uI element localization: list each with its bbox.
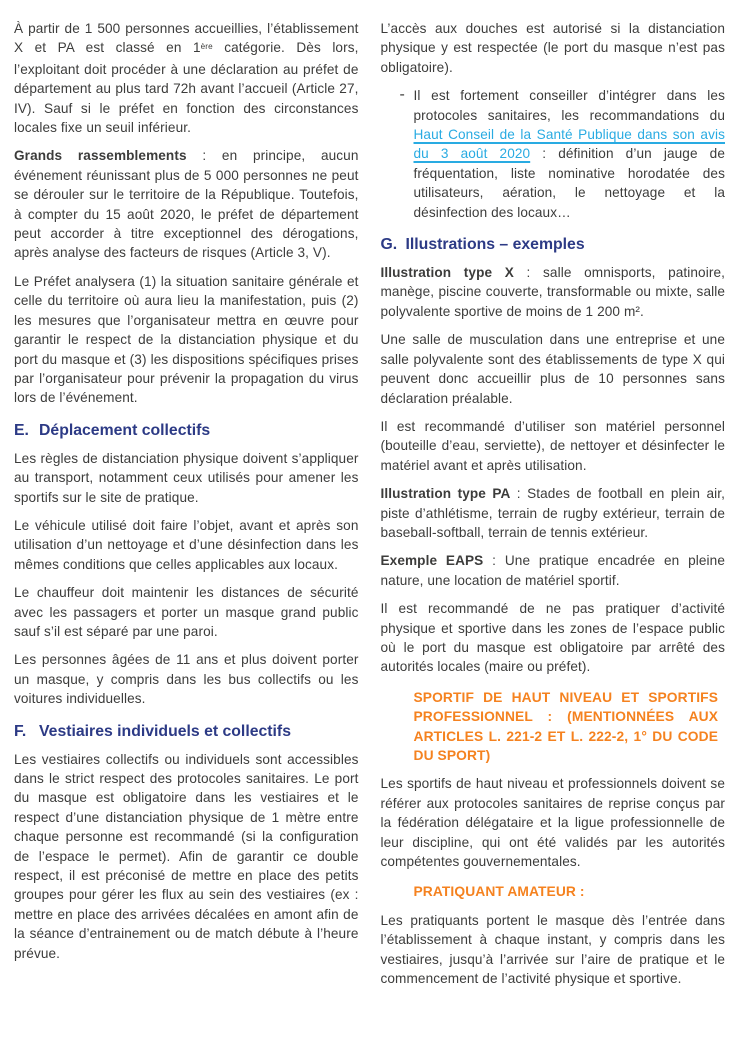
text-run: Il est recommandé d’utiliser son matériel personnel (bouteille d’eau, serviette), de nettoyer et désinfecter le matériel avant et après utilisation. bbox=[380, 418, 725, 473]
text-run: catégorie. Dès lors, l’exploitant doit procéder à une déclaration au préfet de département au plus tard 72h avant l’accueil (Article 27, IV). Sauf si le préfet en fonction des circonstances locales fixe un seuil inférieur. bbox=[14, 40, 359, 136]
text-run: À partir de 1 500 personnes accueillies, l’établissement X et PA est classé en 1 bbox=[14, 21, 359, 56]
body-paragraph bbox=[381, 330, 726, 408]
body-paragraph bbox=[14, 516, 359, 574]
body-paragraph bbox=[14, 449, 359, 507]
orange-subheading: PRATIQUANT AMATEUR : bbox=[413, 884, 585, 900]
column-right bbox=[381, 19, 726, 1039]
bold-lead-in: Illustration type PA bbox=[380, 486, 511, 502]
body-paragraph bbox=[381, 911, 726, 989]
body-paragraph bbox=[14, 272, 359, 408]
dash-bullet-marker: - bbox=[399, 86, 405, 104]
text-run: Il est fortement conseiller d’intégrer dans les protocoles sanitaires, les recommandations du bbox=[413, 88, 725, 123]
text-run: Une salle de musculation dans une entreprise et une salle polyvalente sont des établissements de type X qui peuvent donc accueillir plus de 10 personnes sans déclaration préalable. bbox=[380, 332, 725, 406]
body-paragraph bbox=[381, 417, 726, 475]
text-run: : salle omnisports, patinoire, manège, piscine couverte, transformable ou mixte, salle polyvalente sportive de moins de 1 200 m². bbox=[380, 265, 725, 319]
body-paragraph bbox=[381, 484, 726, 542]
text-run: : Stades de football en plein air, piste d’athlétisme, terrain de rugby extérieur, terrain de baseball-softball, terrain de tennis extérieur. bbox=[380, 486, 725, 540]
body-paragraph bbox=[381, 551, 726, 590]
section-letter: G. bbox=[380, 236, 398, 254]
bullet-item bbox=[381, 86, 726, 222]
body-paragraph bbox=[14, 583, 359, 641]
superscript-ordinal: ère bbox=[200, 41, 213, 51]
bold-lead-in: Grands rassemblements bbox=[14, 148, 187, 164]
text-run: Il est recommandé de ne pas pratiquer d’activité physique et sportive dans les zones de l’espace public où le port du masque est obligatoire par arrêté des autorités locales (maire ou préfet). bbox=[380, 601, 725, 675]
bullet-paragraph bbox=[414, 86, 726, 222]
text-run: Le Préfet analysera (1) la situation sanitaire générale et celle du territoire où aura lieu la manifestation, puis (2) les mesures que l’organisateur mettra en œuvre pour garantir le respect de la distanciation physique et du port du masque et (3) les dispositions spécifiques prises par l’organisateur pour prévenir la propagation du virus lors de l’événement. bbox=[14, 273, 359, 406]
hcsp-avis-link[interactable]: Haut Conseil de la Santé Publique dans son avis du 3 août 2020 bbox=[413, 127, 725, 162]
orange-subheading: SPORTIF DE HAUT NIVEAU ET SPORTIFS PROFESSIONNEL : (MENTIONNÉES AUX ARTICLES L. 221-2 ET L. 222-2, 1° DU CODE DU SPORT) bbox=[413, 689, 718, 763]
section-heading bbox=[14, 421, 359, 441]
section-heading bbox=[381, 235, 726, 255]
body-paragraph bbox=[14, 750, 359, 963]
text-run: L’accès aux douches est autorisé si la distanciation physique y est respectée (le port du masque n’est pas obligatoire). bbox=[380, 21, 725, 75]
text-run: : définition d’un jauge de fréquentation, liste nominative horodatée des utilisateurs, aération, le nettoyage et la désinfection des locaux… bbox=[413, 146, 726, 220]
body-paragraph bbox=[381, 774, 726, 871]
body-paragraph bbox=[381, 19, 726, 77]
section-title: Illustrations – exemples bbox=[405, 236, 585, 254]
text-run: : Une pratique encadrée en pleine nature, une location de matériel sportif. bbox=[380, 553, 725, 588]
text-run: : en principe, aucun événement réunissant plus de 5 000 personnes ne peut se dérouler sur le territoire de la République. Toutefois, à compter du 15 août 2020, le préfet de département peut accorder à titre exceptionnel des dérogations, après analyse des facteurs de risques (Article 3, V). bbox=[14, 148, 359, 261]
section-heading bbox=[14, 722, 359, 742]
text-run: Le véhicule utilisé doit faire l’objet, avant et après son utilisation d’un nettoyage et d’une désinfection dans les mêmes conditions que celles applicables aux locaux. bbox=[14, 517, 359, 572]
bold-lead-in: Exemple EAPS bbox=[380, 553, 484, 569]
text-run: Les règles de distanciation physique doivent s’appliquer au transport, notamment ceux utilisés pour amener les sportifs sur le site de pratique. bbox=[14, 450, 359, 505]
body-paragraph bbox=[14, 19, 359, 137]
text-run: Les personnes âgées de 11 ans et plus doivent porter un masque, y compris dans les bus collectifs ou les voitures individuelles. bbox=[14, 652, 359, 707]
bold-lead-in: Illustration type X bbox=[380, 265, 514, 281]
text-run: Les sportifs de haut niveau et professionnels doivent se référer aux protocoles sanitaires de reprise conçus par la fédération délégataire et la ligue professionnelle de leur discipline, qui ont été validés par les autorités compétentes gouvernementales. bbox=[380, 776, 725, 870]
body-paragraph bbox=[14, 650, 359, 708]
text-run: Le chauffeur doit maintenir les distances de sécurité avec les passagers et porter un masque grand public sauf s’il est séparé par une paroi. bbox=[14, 585, 359, 639]
section-title: Vestiaires individuels et collectifs bbox=[39, 722, 291, 740]
section-letter: E. bbox=[14, 421, 29, 439]
body-paragraph bbox=[14, 146, 359, 262]
column-left bbox=[14, 19, 359, 1039]
section-letter: F. bbox=[14, 722, 27, 740]
body-paragraph bbox=[381, 599, 726, 677]
text-run: Les vestiaires collectifs ou individuels sont accessibles dans le strict respect des protocoles sanitaires. Le port du masque est obligatoire dans les vestiaires et le respect d’une distanciation physique de 1 mètre entre chaque personne est recommandé (si la configuration de l’espace le permet). Afin de garantir ce double respect, il est préconisé de mettre en place des petits groupes pour gérer les flux au sein des vestiaires (ex : mettre en place des arrivées décalées en amont afin de la séance d’entrainement ou de match débute à l’heure prévue. bbox=[14, 751, 359, 961]
section-title: Déplacement collectifs bbox=[39, 421, 211, 439]
body-paragraph bbox=[381, 263, 726, 321]
text-run: Les pratiquants portent le masque dès l’entrée dans l’établissement à chaque instant, y compris dans les vestiaires, jusqu’à l’arrivée sur l’aire de pratique et le commencement de l’activité physique et sportive. bbox=[380, 912, 725, 987]
